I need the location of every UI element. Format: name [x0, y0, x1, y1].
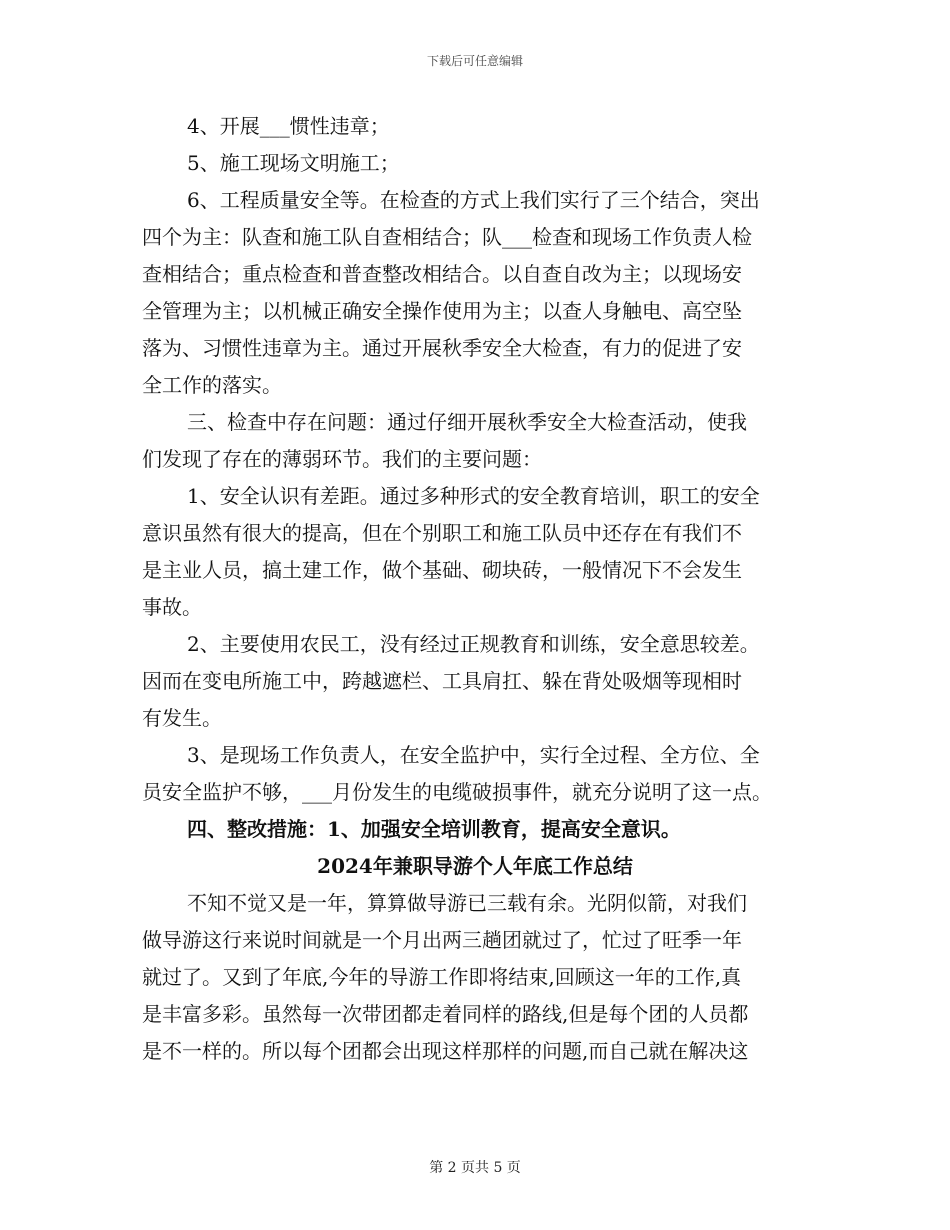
paragraph-line: 三、检查中存在问题：通过仔细开展秋季安全大检查活动，使我	[187, 410, 747, 434]
paragraph-line: 2、主要使用农民工，没有经过正规教育和训练，安全意思较差。	[187, 632, 760, 656]
paragraph-line: 是主业人员，搞土建工作，做个基础、砌块砖，一般情况下不会发生	[142, 558, 742, 582]
paragraph-line: 们发现了存在的薄弱环节。我们的主要问题：	[142, 447, 542, 471]
paragraph-line: 6、工程质量安全等。在检查的方式上我们实行了三个结合，突出	[187, 188, 760, 212]
paragraph-line: 查相结合；重点检查和普查整改相结合。以自查自改为主；以现场安	[142, 262, 742, 286]
paragraph-line: 全管理为主；以机械正确安全操作使用为主；以查人身触电、高空坠	[142, 299, 742, 323]
section-heading: 四、整改措施：1、加强安全培训教育，提高安全意识。	[187, 817, 681, 841]
paragraph-line: 全工作的落实。	[142, 373, 282, 397]
paragraph-line: 做导游这行来说时间就是一个月出两三趟团就过了，忙过了旺季一年	[142, 928, 742, 952]
paragraph-line: 5、施工现场文明施工；	[187, 151, 400, 175]
paragraph-line: 是不一样的。所以每个团都会出现这样那样的问题,而自己就在解决这	[142, 1039, 749, 1063]
paragraph-line: 3、是现场工作负责人，在安全监护中，实行全过程、全方位、全	[187, 743, 760, 767]
paragraph-line: 1、安全认识有差距。通过多种形式的安全教育培训，职工的安全	[187, 484, 760, 508]
paragraph-line: 四个为主：队查和施工队自查相结合；队___检查和现场工作负责人检	[142, 225, 752, 249]
paragraph-line: 事故。	[142, 595, 202, 619]
document-title: 2024年兼职导游个人年底工作总结	[317, 854, 633, 878]
paragraph-line: 落为、习惯性违章为主。通过开展秋季安全大检查，有力的促进了安	[142, 336, 742, 360]
paragraph-line: 就过了。又到了年底,今年的导游工作即将结束,回顾这一年的工作,真	[142, 965, 742, 989]
paragraph-line: 因而在变电所施工中，跨越遮栏、工具肩扛、躲在背处吸烟等现相时	[142, 669, 742, 693]
paragraph-line: 意识虽然有很大的提高，但在个别职工和施工队员中还存在有我们不	[142, 521, 742, 545]
page-footer: 第 2 页共 5 页	[429, 1160, 521, 1176]
paragraph-line: 员安全监护不够，___月份发生的电缆破损事件，就充分说明了这一点。	[142, 780, 772, 804]
page-header: 下载后可任意编辑	[426, 54, 523, 68]
paragraph-line: 4、开展___惯性违章；	[187, 114, 390, 138]
paragraph-line: 不知不觉又是一年，算算做导游已三载有余。光阴似箭，对我们	[187, 891, 747, 915]
paragraph-line: 有发生。	[142, 706, 222, 730]
paragraph-line: 是丰富多彩。虽然每一次带团都走着同样的路线,但是每个团的人员都	[142, 1002, 749, 1026]
